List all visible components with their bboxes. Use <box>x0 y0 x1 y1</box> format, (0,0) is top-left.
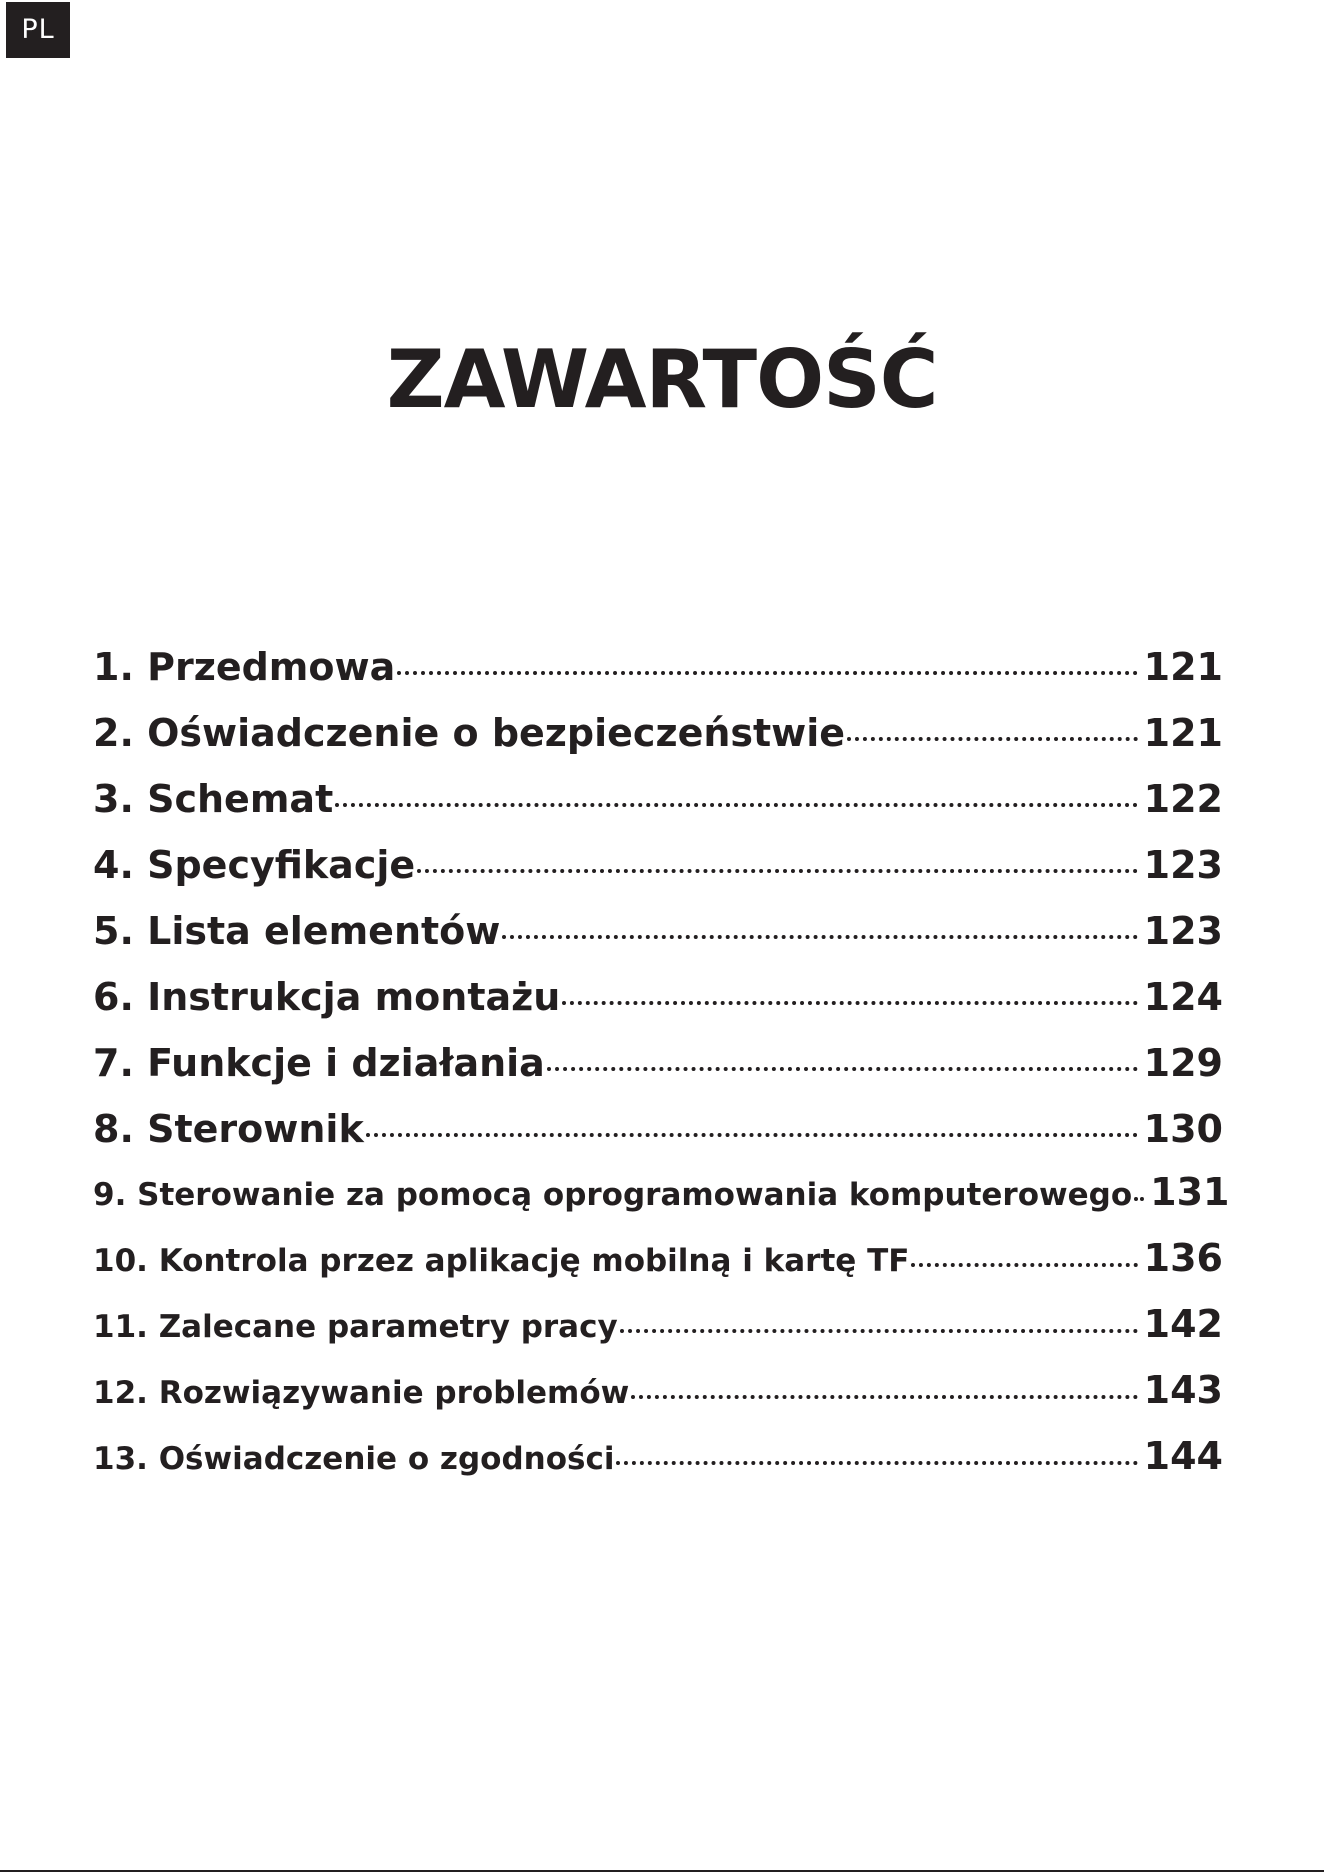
toc-entry[interactable] <box>93 1104 1223 1170</box>
toc-entry[interactable] <box>93 1368 1223 1434</box>
toc-entry[interactable] <box>93 774 1223 840</box>
toc-entry-page-number: 122 <box>1143 777 1223 821</box>
toc-entry-page-number: 129 <box>1143 1041 1223 1085</box>
toc-leader-dots <box>397 642 1137 680</box>
toc-leader-dots <box>1134 1174 1144 1205</box>
toc-entry-page-number: 121 <box>1143 645 1223 689</box>
toc-entry[interactable] <box>93 708 1223 774</box>
toc-entry-label: 3. Schemat <box>93 777 334 821</box>
toc-entry-label: 13. Oświadczenie o zgodności <box>93 1441 615 1477</box>
toc-entry-label: 11. Zalecane parametry pracy <box>93 1309 618 1345</box>
toc-entry[interactable] <box>93 1434 1223 1500</box>
toc-entry[interactable] <box>93 642 1223 708</box>
table-of-contents <box>93 642 1230 1500</box>
toc-entry[interactable] <box>93 1038 1223 1104</box>
toc-leader-dots <box>631 1372 1137 1403</box>
toc-entry-label: 4. Specyfikacje <box>93 843 416 887</box>
toc-entry-page-number: 121 <box>1143 711 1223 755</box>
toc-leader-dots <box>417 840 1138 878</box>
toc-entry-label: 8. Sterownik <box>93 1107 364 1151</box>
toc-entry-page-number: 144 <box>1143 1434 1223 1478</box>
toc-leader-dots <box>847 708 1138 746</box>
toc-leader-dots <box>562 972 1137 1010</box>
toc-leader-dots <box>335 774 1137 812</box>
toc-entry-label: 1. Przedmowa <box>93 645 396 689</box>
toc-leader-dots <box>366 1104 1138 1142</box>
toc-entry-label: 2. Oświadczenie o bezpieczeństwie <box>93 711 846 755</box>
toc-entry[interactable] <box>93 906 1223 972</box>
language-badge: PL <box>6 2 70 58</box>
toc-entry-label: 7. Funkcje i działania <box>93 1041 545 1085</box>
toc-leader-dots <box>502 906 1137 944</box>
toc-leader-dots <box>616 1438 1137 1469</box>
toc-entry[interactable] <box>93 1302 1223 1368</box>
toc-entry-page-number: 123 <box>1143 843 1223 887</box>
toc-entry-page-number: 124 <box>1143 975 1223 1019</box>
toc-entry-page-number: 123 <box>1143 909 1223 953</box>
toc-entry-page-number: 143 <box>1143 1368 1223 1412</box>
toc-entry[interactable] <box>93 1236 1223 1302</box>
toc-entry-label: 9. Sterowanie za pomocą oprogramowania komputerowego <box>93 1177 1133 1213</box>
toc-entry-label: 12. Rozwiązywanie problemów <box>93 1375 630 1411</box>
toc-entry-page-number: 136 <box>1143 1236 1223 1280</box>
toc-leader-dots <box>911 1240 1137 1271</box>
toc-entry-page-number: 130 <box>1143 1107 1223 1151</box>
toc-entry[interactable] <box>93 972 1223 1038</box>
toc-entry-label: 10. Kontrola przez aplikację mobilną i kartę TF <box>93 1243 910 1279</box>
toc-entry-page-number: 142 <box>1143 1302 1223 1346</box>
toc-entry-label: 5. Lista elementów <box>93 909 501 953</box>
page-title: ZAWARTOŚĆ <box>386 333 938 426</box>
toc-entry-page-number: 131 <box>1150 1170 1230 1214</box>
toc-entry[interactable] <box>93 1170 1230 1236</box>
toc-entry[interactable] <box>93 840 1223 906</box>
toc-leader-dots <box>620 1306 1138 1337</box>
toc-entry-label: 6. Instrukcja montażu <box>93 975 561 1019</box>
toc-leader-dots <box>547 1038 1138 1076</box>
